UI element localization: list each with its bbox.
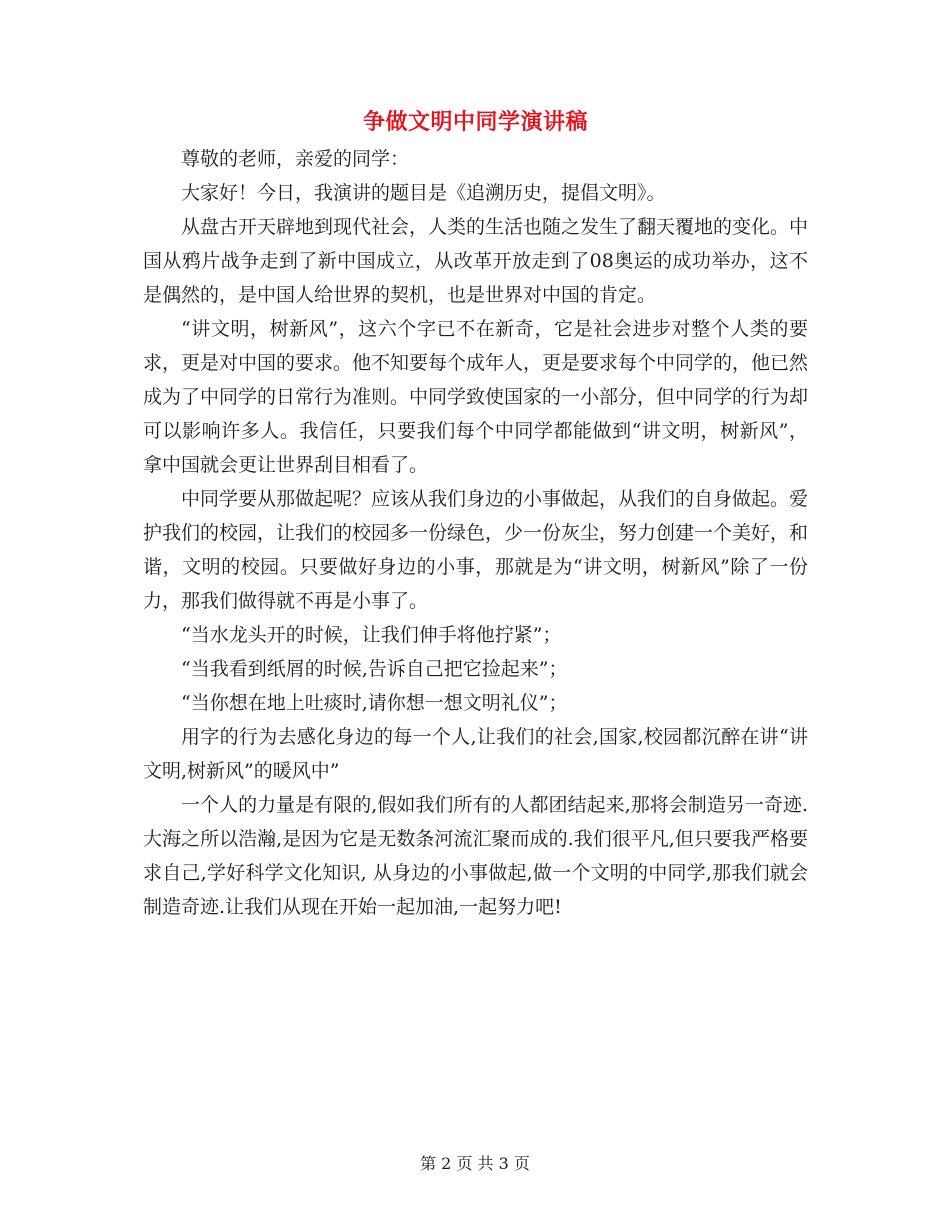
body-paragraph-influence: 用字的行为去感化身边的每一个人,让我们的社会,国家,校园都沉醉在讲“讲文明,树新风”的暖风中”	[143, 726, 808, 782]
document-title: 争做文明中同学演讲稿	[362, 109, 588, 135]
quote-line-spitting: “当你想在地上吐痰时,请你想一想文明礼仪”；	[181, 692, 568, 714]
quote-line-faucet: “当水龙头开的时候，让我们伸手将他拧紧”；	[181, 624, 562, 646]
quote-line-paper: “当我看到纸屑的时候,告诉自己把它捡起来”；	[181, 658, 568, 680]
body-paragraph-civility: “讲文明，树新风”，这六个字已不在新奇，它是社会进步对整个人类的要求，更是对中国的要求。他不知要每个成年人，更是要求每个中同学的，他已然成为了中同学的日常行为准则。中同学致使国家的一小部分，但中同学的行为却可以影响许多人。我信任，只要我们每个中同学都能做到“讲文明，树新风”，拿中国就会更让世界刮目相看了。	[143, 318, 809, 476]
body-paragraph-history: 从盘古开天辟地到现代社会，人类的生活也随之发生了翻天覆地的变化。中国从鸦片战争走到了新中国成立，从改革开放走到了08奥运的成功举办，这不是偶然的，是中国人给世界的契机，也是世界对中国的肯定。	[143, 216, 809, 306]
body-paragraph-small-things: 中同学要从那做起呢？应该从我们身边的小事做起，从我们的自身做起。爱护我们的校园，让我们的校园多一份绿色，少一份灰尘，努力创建一个美好，和谐，文明的校园。只要做好身边的小事，那就是为“讲文明，树新风”除了一份力，那我们做得就不再是小事了。	[143, 488, 809, 612]
greeting-paragraph: 大家好！今日，我演讲的题目是《追溯历史，提倡文明》。	[181, 182, 666, 204]
document-page	[143, 104, 808, 924]
closing-paragraph: 一个人的力量是有限的,假如我们所有的人都团结起来,那将会制造另一奇迹.大海之所以浩瀚,是因为它是无数条河流汇聚而成的.我们很平凡,但只要我严格要求自己,学好科学文化知识, 从身边的小事做起,做一个文明的中同学,那我们就会制造奇迹.让我们从现在开始一起加油,一起努力吧!	[143, 794, 808, 918]
salutation-paragraph: 尊敬的老师，亲爱的同学：	[181, 148, 410, 170]
page-number-footer: 第 2 页 共 3 页	[420, 1154, 530, 1173]
